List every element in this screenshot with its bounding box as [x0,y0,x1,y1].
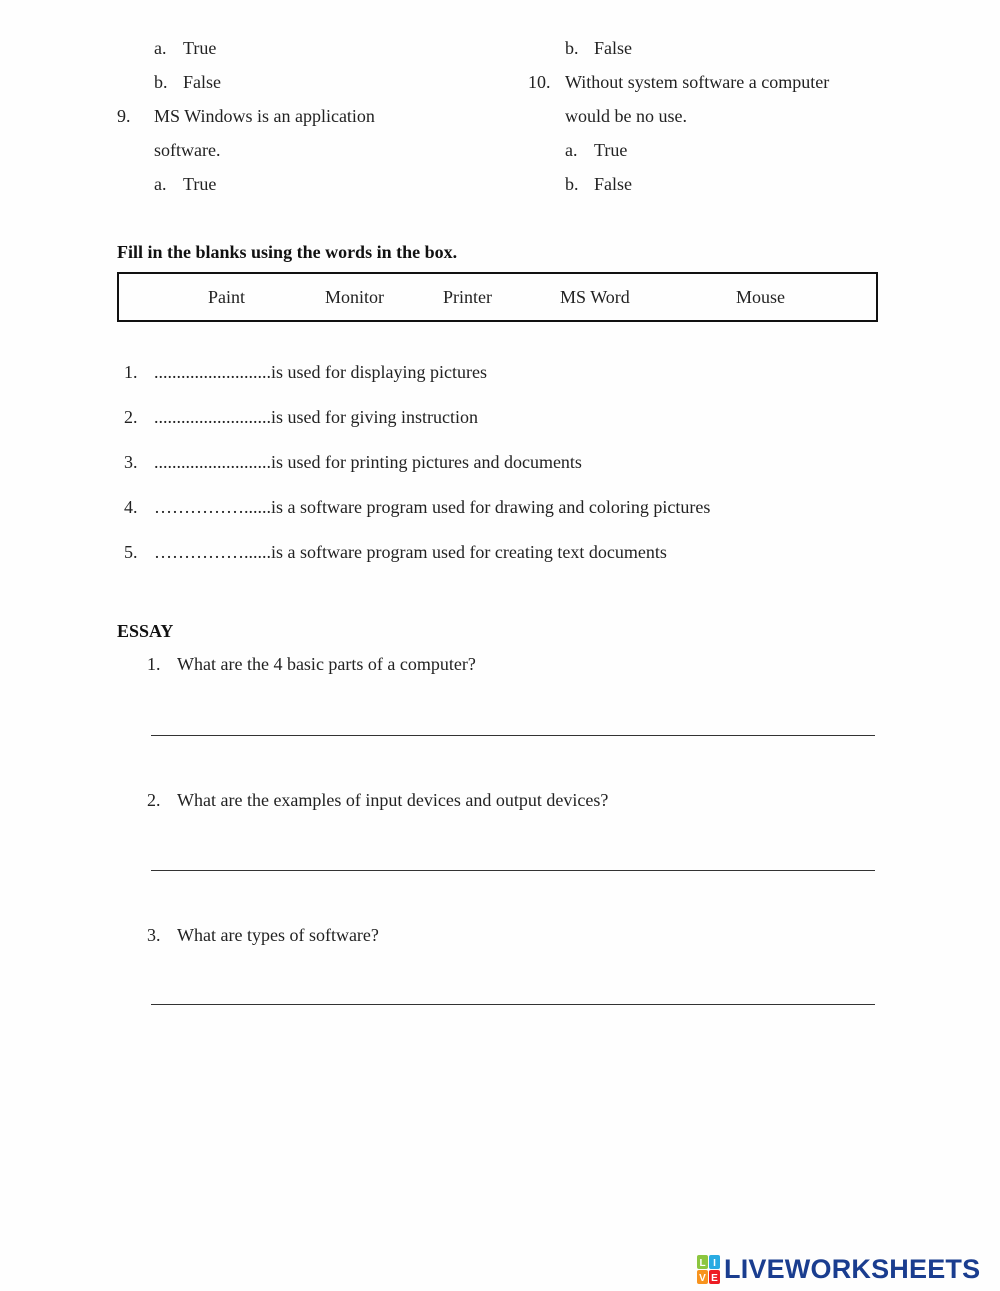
blank-field[interactable]: .......................... [154,407,271,427]
blank-item-text: is used for printing pictures and documents [271,452,582,472]
option-true: True [183,174,217,194]
option-true: True [594,140,628,160]
blank-number: 5. [124,542,138,562]
blank-item-2 [154,406,478,428]
option-false: False [594,174,632,194]
option-letter: a. [154,174,167,194]
question-number-10: 10. [528,72,551,92]
blank-item-text: is used for displaying pictures [271,362,487,382]
svg-text:E: E [711,1273,718,1284]
answer-line-2[interactable] [151,870,875,871]
blank-field[interactable]: ……………...... [154,542,271,562]
blank-item-text: is a software program used for drawing and coloring pictures [271,497,711,517]
blank-field[interactable]: .......................... [154,452,271,472]
option-true: True [183,38,217,58]
essay-heading: ESSAY [117,621,174,641]
option-false: False [183,72,221,92]
blank-item-text: is used for giving instruction [271,407,478,427]
essay-question-3: What are types of software? [177,925,379,945]
blank-item-1 [154,361,487,383]
essay-number: 1. [147,654,161,674]
brand-text: LIVEWORKSHEETS [724,1254,981,1284]
option-letter: a. [154,38,167,58]
blank-item-text: is a software program used for creating text documents [271,542,667,562]
blank-number: 2. [124,407,138,427]
question-9-text: MS Windows is an application [154,106,375,126]
blank-field[interactable]: .......................... [154,362,271,382]
svg-text:L: L [699,1258,706,1269]
question-number-9: 9. [117,106,131,126]
answer-line-3[interactable] [151,1004,875,1005]
question-10-text: Without system software a computer [565,72,830,92]
answer-line-1[interactable] [151,735,875,736]
option-false: False [594,38,632,58]
blank-item-5 [154,541,667,563]
word-paint: Paint [208,287,246,307]
blank-number: 1. [124,362,138,382]
option-letter: b. [565,174,579,194]
blank-item-3 [154,451,582,473]
essay-question-1: What are the 4 basic parts of a computer? [177,654,476,674]
essay-number: 2. [147,790,161,810]
word-box [117,272,878,322]
word-monitor: Monitor [325,287,385,307]
option-letter: b. [565,38,579,58]
word-printer: Printer [443,287,492,307]
svg-text:I: I [713,1258,716,1269]
essay-number: 3. [147,925,161,945]
option-letter: b. [154,72,168,92]
liveworksheets-logo-icon [697,1255,721,1285]
blank-number: 4. [124,497,138,517]
blank-number: 3. [124,452,138,472]
blank-field[interactable]: ……………...... [154,497,271,517]
question-9-text-cont: software. [154,140,221,160]
svg-text:V: V [699,1273,706,1284]
question-10-text-cont: would be no use. [565,106,687,126]
blank-item-4 [154,496,710,518]
fill-blanks-heading: Fill in the blanks using the words in the box. [117,242,458,262]
word-mouse: Mouse [736,287,785,307]
word-ms-word: MS Word [560,287,630,307]
option-letter: a. [565,140,578,160]
essay-question-2: What are the examples of input devices and output devices? [177,790,609,810]
